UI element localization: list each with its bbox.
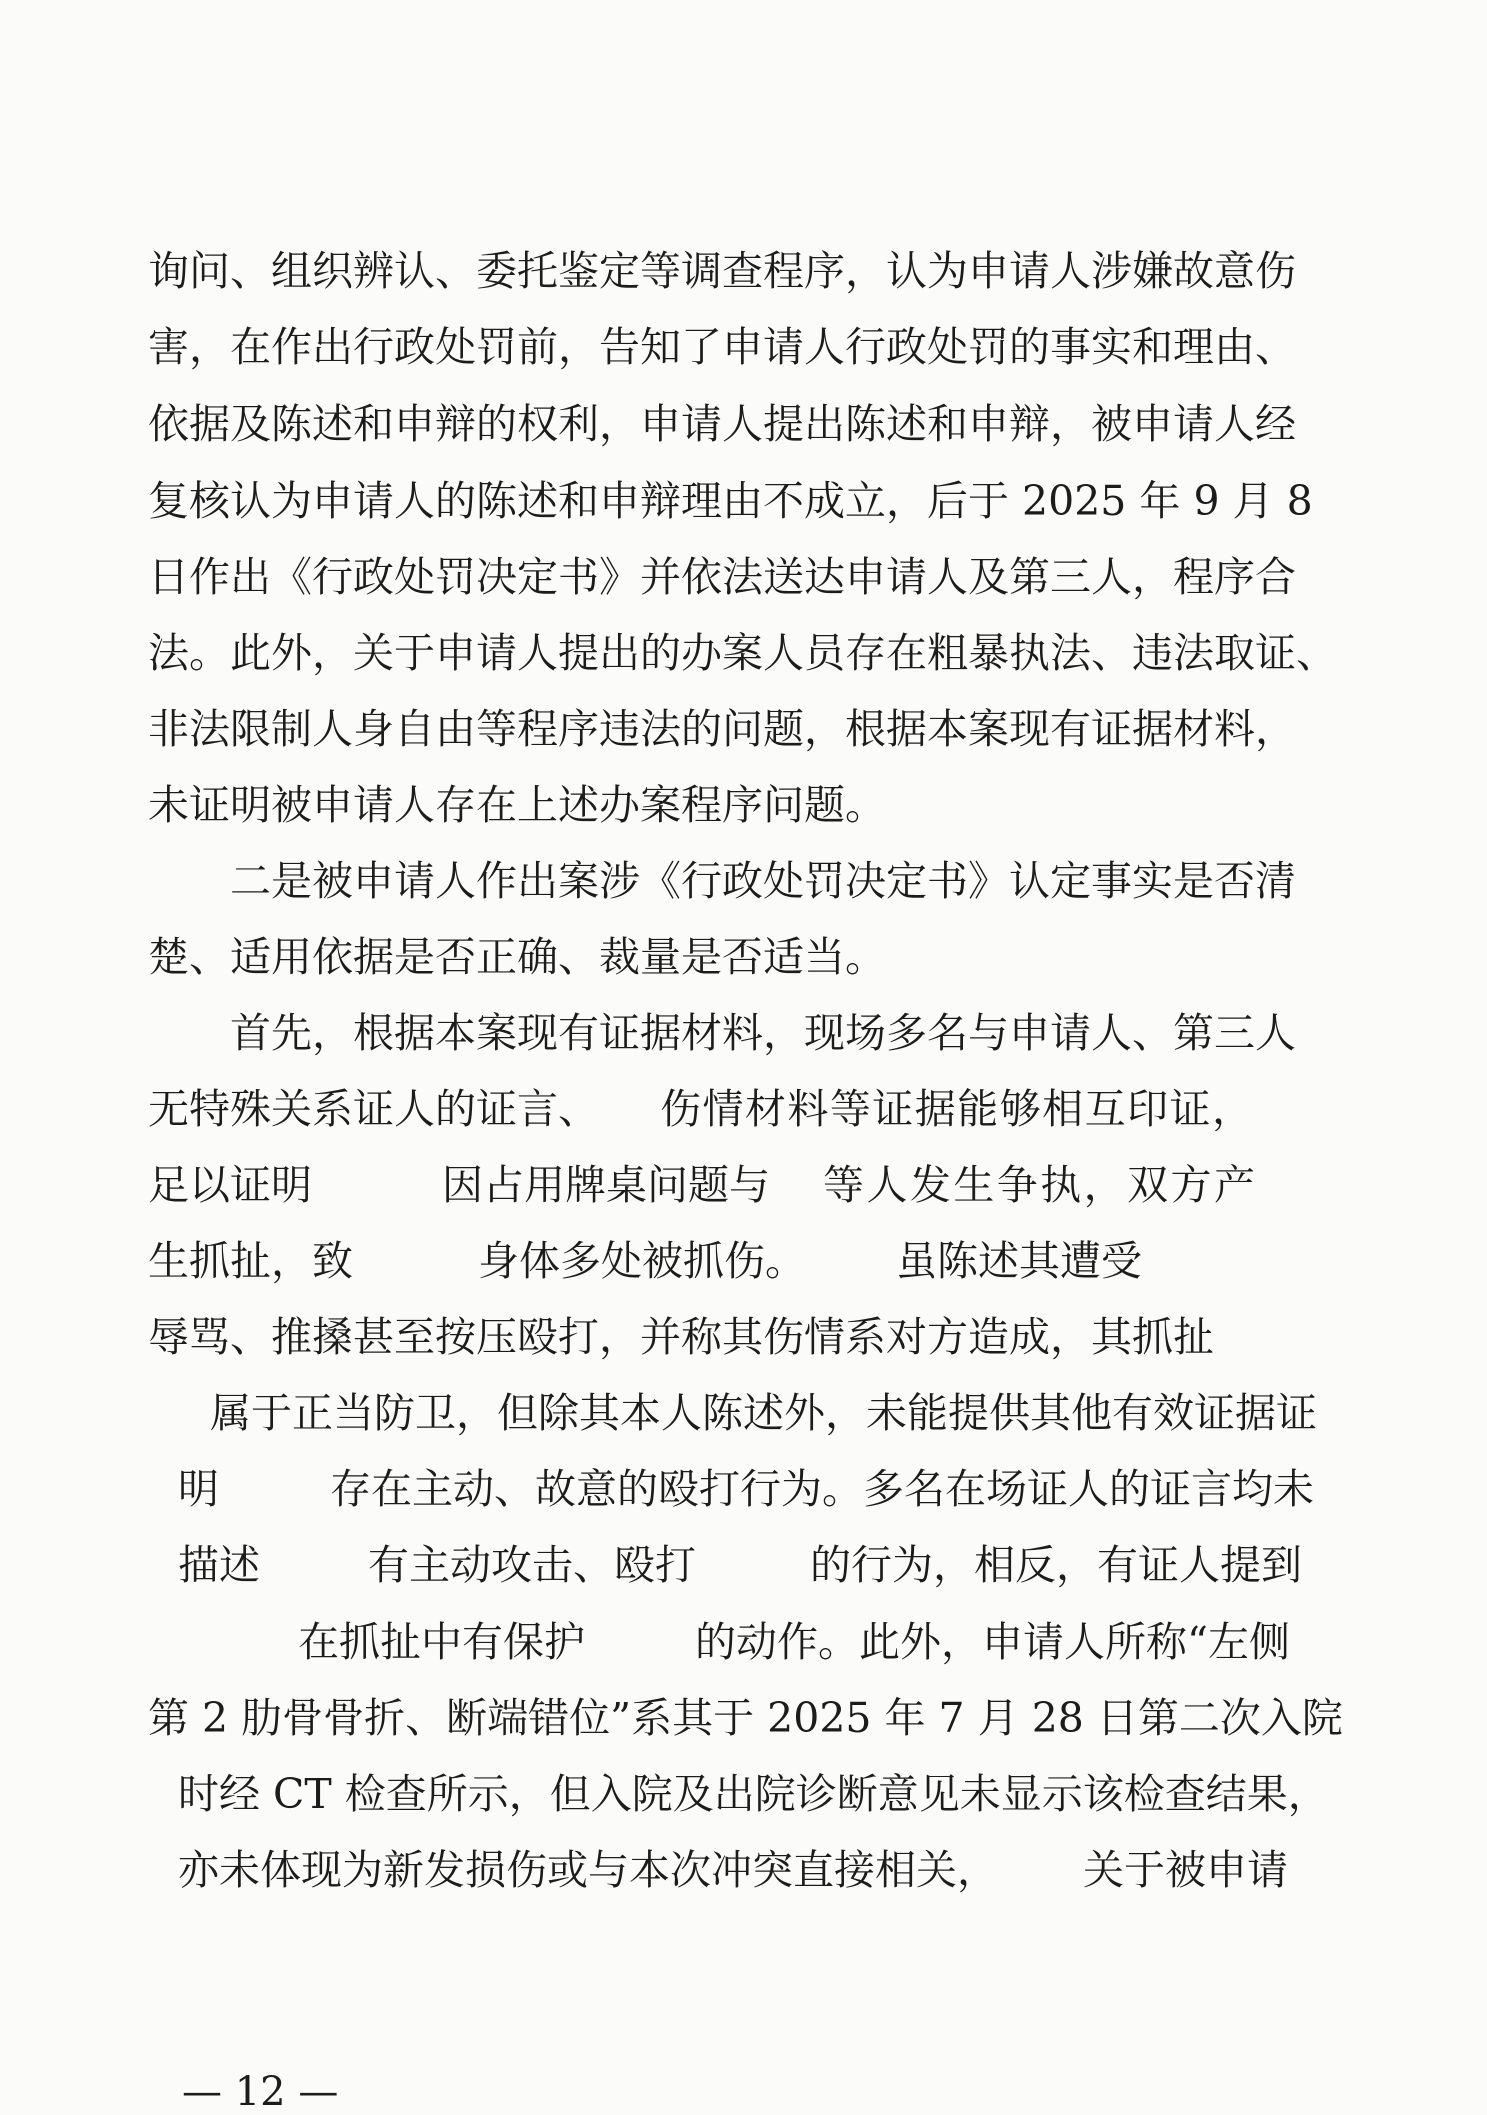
body-line: 时经 CT 检查所示，但入院及出院诊断意见未显示该检查结果，	[178, 1770, 1329, 1818]
body-line: 的行为，相反，有证人提到	[810, 1541, 1302, 1589]
body-line: 存在主动、故意的殴打行为。多名在场证人的证言均未	[330, 1465, 1314, 1513]
body-line: 未证明被申请人存在上述办案程序问题。	[148, 781, 886, 829]
body-line: 虽陈述其遭受	[896, 1237, 1142, 1285]
body-line: 等人发生争执，双方产	[823, 1161, 1255, 1209]
body-line: 法。此外，关于申请人提出的办案人员存在粗暴执法、违法取证、	[148, 629, 1337, 677]
body-line: 复核认为申请人的陈述和申辩理由不成立，后于 2025 年 9 月 8	[148, 477, 1313, 525]
body-line: 无特殊关系证人的证言、	[148, 1085, 599, 1133]
body-line: 身体多处被抓伤。	[478, 1237, 806, 1285]
body-line: 二是被申请人作出案涉《行政处罚决定书》认定事实是否清	[230, 857, 1296, 905]
body-line: 属于正当防卫，但除其本人陈述外，未能提供其他有效证据证	[210, 1389, 1317, 1437]
body-line: 生抓扯，致	[148, 1237, 353, 1285]
body-line: 询问、组织辨认、委托鉴定等调查程序，认为申请人涉嫌故意伤	[148, 247, 1296, 295]
page-number: — 12 —	[182, 2069, 339, 2115]
body-line: 关于被申请	[1083, 1846, 1288, 1894]
body-line: 非法限制人身自由等程序违法的问题，根据本案现有证据材料，	[148, 705, 1296, 753]
body-line: 的动作。此外，申请人所称“左侧	[695, 1618, 1290, 1666]
body-line: 依据及陈述和申辩的权利，申请人提出陈述和申辩，被申请人经	[148, 400, 1296, 448]
body-line: 描述	[178, 1541, 260, 1589]
body-line: 日作出《行政处罚决定书》并依法送达申请人及第三人，程序合	[148, 553, 1296, 601]
body-line: 有主动攻击、殴打	[368, 1541, 696, 1589]
body-line: 伤情材料等证据能够相互印证，	[660, 1085, 1253, 1133]
body-line: 首先，根据本案现有证据材料，现场多名与申请人、第三人	[230, 1009, 1296, 1057]
body-line: 第 2 肋骨骨折、断端错位”系其于 2025 年 7 月 28 日第二次入院	[148, 1694, 1343, 1742]
body-line: 明	[178, 1465, 219, 1513]
body-line: 亦未体现为新发损伤或与本次冲突直接相关，	[178, 1846, 998, 1894]
body-line: 因占用牌桌问题与	[442, 1161, 770, 1209]
body-line: 在抓扯中有保护	[298, 1618, 585, 1666]
body-line: 辱骂、推搡甚至按压殴打，并称其伤情系对方造成，其抓扯	[148, 1313, 1214, 1361]
body-line: 害，在作出行政处罚前，告知了申请人行政处罚的事实和理由、	[148, 323, 1296, 371]
body-line: 楚、适用依据是否正确、裁量是否适当。	[148, 933, 886, 981]
body-line: 足以证明	[148, 1161, 312, 1209]
